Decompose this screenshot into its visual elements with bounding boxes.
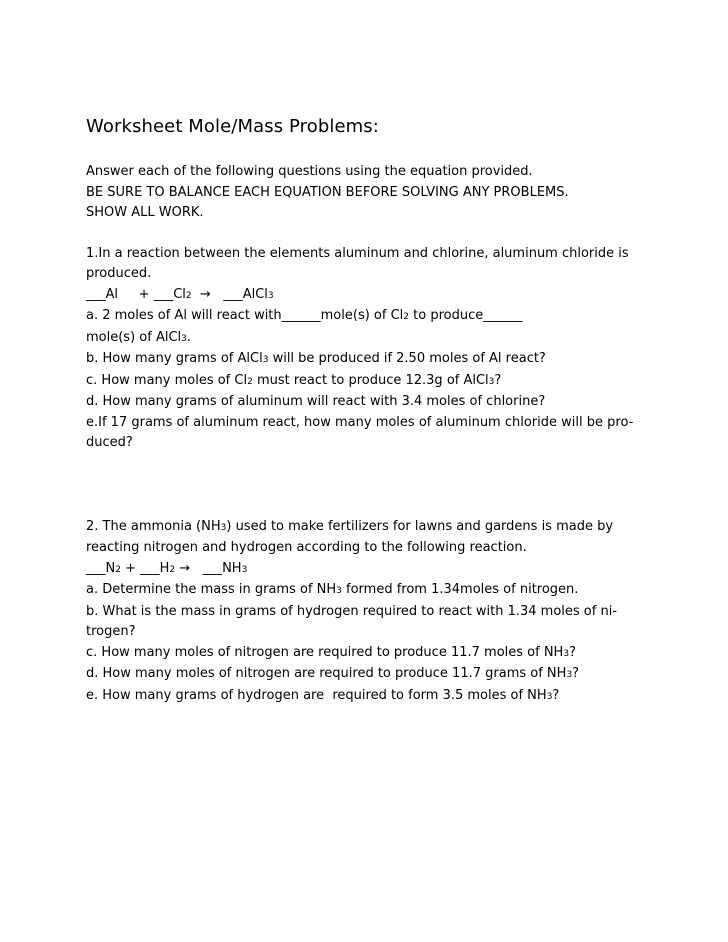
problem-1-intro: 1.In a reaction between the elements aluminum and chlorine, aluminum chloride is [86, 245, 629, 261]
instruction-line: SHOW ALL WORK. [86, 205, 204, 220]
problem-1-question-a: a. 2 moles of Al will react with______mole(s) of Cl2 to produce______ [86, 308, 523, 323]
instructions [86, 162, 686, 224]
instruction-line: BE SURE TO BALANCE EACH EQUATION BEFORE SOLVING ANY PROBLEMS. [86, 184, 569, 200]
problem-1-question-c: c. How many moles of Cl2 must react to produce 12.3g of AlCl3? [86, 372, 502, 388]
problem-1-question-e: duced? [86, 435, 133, 450]
problem-2-equation: ___N2 + ___H2 → ___NH3 [86, 560, 248, 576]
problem-1-question-b: b. How many grams of AlCl3 will be produced if 2.50 moles of Al react? [86, 351, 546, 366]
problem-2-intro: 2. The ammonia (NH3) used to make fertilizers for lawns and gardens is made by [86, 518, 614, 534]
problem-2-question-d: d. How many moles of nitrogen are required to produce 11.7 grams of NH3? [86, 666, 580, 681]
problem-1-question-a: mole(s) of AlCl3. [86, 329, 192, 345]
problem-1-question-d: d. How many grams of aluminum will react with 3.4 moles of chlorine? [86, 394, 546, 409]
worksheet-title: Worksheet Mole/Mass Problems: [86, 116, 379, 137]
problem-2-question-e: e. How many grams of hydrogen are required to form 3.5 moles of NH3? [86, 687, 560, 703]
problem-2 [86, 517, 686, 708]
problem-2-question-c: c. How many moles of nitrogen are required to produce 11.7 moles of NH3? [86, 644, 576, 660]
problem-1-question-e: e.If 17 grams of aluminum react, how many moles of aluminum chloride will be pro- [86, 414, 634, 430]
instruction-line: Answer each of the following questions using the equation provided. [86, 164, 533, 179]
problem-2-question-b: trogen? [86, 624, 136, 639]
problem-1-intro: produced. [86, 266, 152, 281]
worksheet-page [86, 114, 686, 707]
problem-1-equation: ___Al + ___Cl2 → ___AlCl3 [86, 286, 274, 302]
problem-2-question-b: b. What is the mass in grams of hydrogen required to react with 1.34 moles of ni- [86, 603, 618, 619]
problem-1 [86, 244, 686, 454]
problem-2-intro: reacting nitrogen and hydrogen according to the following reaction. [86, 540, 527, 555]
problem-2-question-a: a. Determine the mass in grams of NH3 formed from 1.34moles of nitrogen. [86, 582, 579, 597]
